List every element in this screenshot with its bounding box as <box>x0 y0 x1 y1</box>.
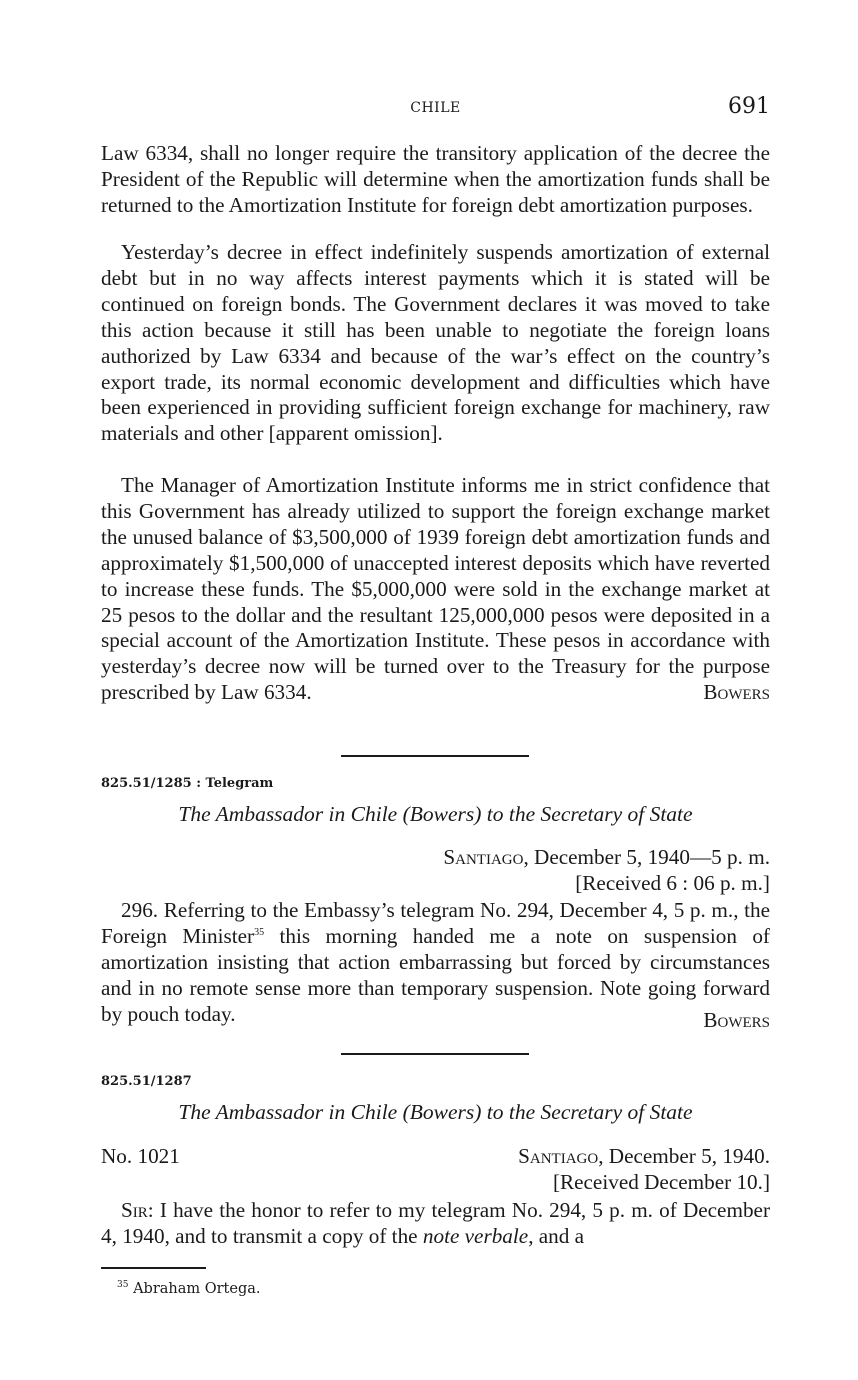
file-reference-1285: 825.51/1285 : Telegram <box>101 776 274 791</box>
salutation: Sir <box>121 1198 148 1222</box>
page-number: 691 <box>728 94 770 119</box>
telegram-body <box>101 898 770 1034</box>
despatch-text-end: , and a <box>528 1223 585 1248</box>
received-note-2: [Received December 10.] <box>552 1169 770 1194</box>
dateline-date-2: , December 5, 1940. <box>598 1144 770 1168</box>
paragraph-amortization-institute <box>101 473 770 706</box>
dateline-date: , December 5, 1940—5 p. m. <box>523 845 770 869</box>
footnote-rule <box>101 1267 206 1269</box>
dateline-place-2: Santiago <box>518 1144 599 1168</box>
running-title: CHILE <box>410 100 461 116</box>
paragraph-amortization-text: The Manager of Amortization Institute informs me in strict confidence that this Government has already utilized to support the foreign exchange market the unused balance of $3,500,000 of 1939 foreign debt amortization funds and approximately $1,500,000 of unaccepted interest deposits which have reverted to increase these funds. The $5,000,000 were sold in the exchange market at 25 pesos to the dollar and the resultant 125,000,000 pesos were deposited in a special account of the Amortization Institute. These pesos in accordance with yesterday’s decree now will be turned over to the Treasury for the purpose prescribed by Law 6334. <box>101 473 770 705</box>
footnote-marker: 35 <box>117 1280 129 1290</box>
running-head <box>101 94 770 124</box>
telegram-text-start: 296. Referring to the Embassy’s telegram No. 294, December 4, 5 p. m., the Foreign Minister <box>101 898 770 948</box>
paragraph-decree-effect: Yesterday’s decree in effect indefinitely suspends amortization of external debt but in no way affects interest payments which it is stated will be continued on foreign bonds. The Government declares it was moved to take this action because it still has been unable to negotiate the foreign loans authorized by Law 6334 and because of the war’s effect on the country’s export trade, its normal economic development and difficulties which have been experienced in providing sufficient foreign exchange for machinery, raw materials and other [apparent omission]. <box>101 240 770 446</box>
footnote-reference[interactable]: 35 <box>254 926 265 938</box>
footnote-35 <box>117 1280 261 1297</box>
dateline-place-date <box>443 845 770 871</box>
despatch-text-start: : I have the honor to refer to my telegram No. 294, 5 p. m. of December 4, 1940, and to transmit a copy of the <box>101 1198 770 1248</box>
continued-paragraph: Law 6334, shall no longer require the transitory application of the decree the President of the Republic will determine when the amortization funds shall be returned to the Amortization Institute for foreign debt amortization purposes. <box>101 141 770 217</box>
dateline-telegram <box>443 845 770 897</box>
document-title-despatch: The Ambassador in Chile (Bowers) to the Secretary of State <box>178 1100 693 1124</box>
dateline-place: Santiago <box>443 845 524 869</box>
received-note: [Received 6 : 06 p. m.] <box>575 870 770 895</box>
document-title-telegram: The Ambassador in Chile (Bowers) to the Secretary of State <box>178 802 693 826</box>
dateline-despatch <box>518 1144 770 1196</box>
signature-bowers-1: Bowers <box>703 680 770 705</box>
file-reference-1287: 825.51/1287 <box>101 1074 192 1089</box>
telegram-text-end: this morning handed me a note on suspension of amortization insisting that action embarrassing but forced by circumstances and in no remote sense more than temporary suspension. Note going forward by pouch today. <box>101 923 770 1026</box>
despatch-text-italic: note verbale <box>422 1223 529 1248</box>
dateline-place-date-2 <box>518 1144 770 1170</box>
section-divider-2 <box>341 1053 529 1055</box>
despatch-body <box>101 1198 770 1250</box>
section-divider-1 <box>341 755 529 757</box>
despatch-number: No. 1021 <box>101 1144 180 1168</box>
footnote-text: Abraham Ortega. <box>133 1281 261 1297</box>
signature-bowers-2: Bowers <box>703 1007 770 1032</box>
